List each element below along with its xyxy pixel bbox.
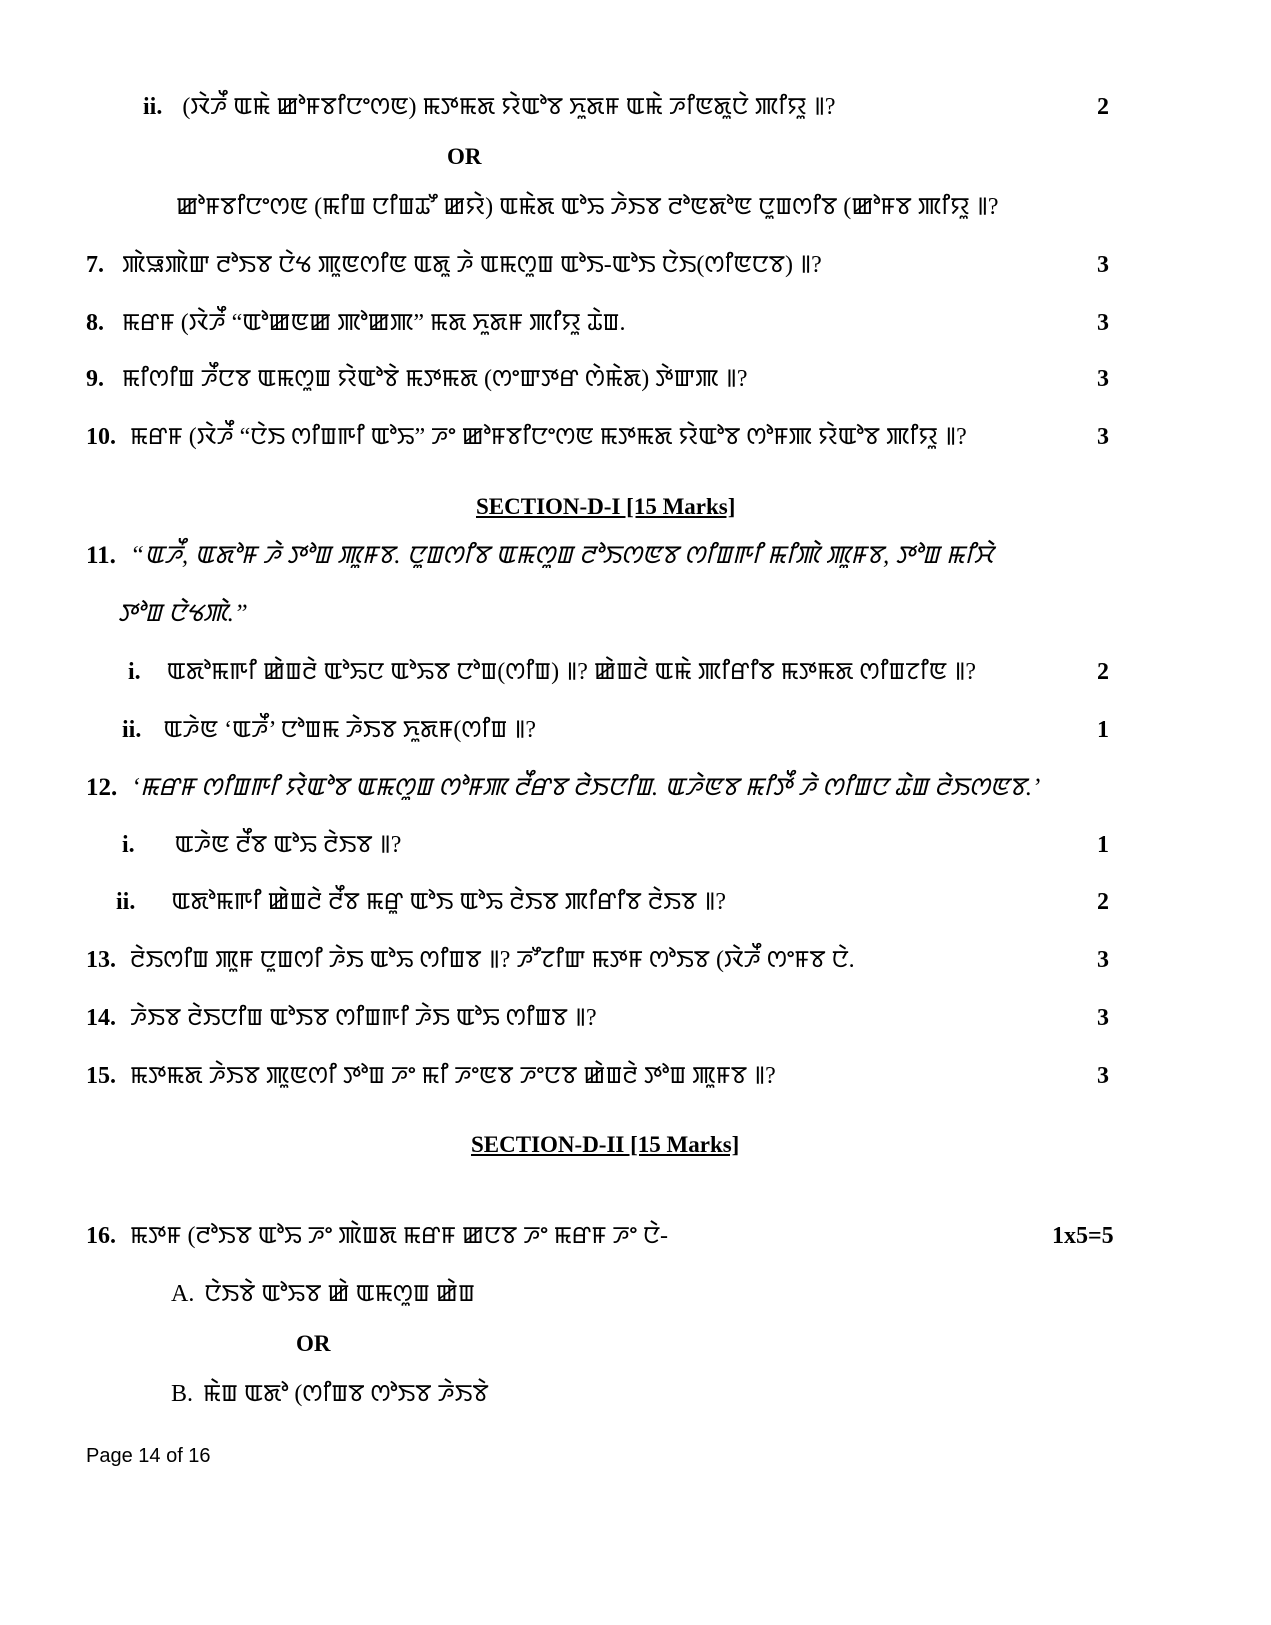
question-text: ꯃꯇꯝ (ꯂꯣꯏꯕ ꯑꯣꯢ ꯍꯦ ꯄꯥꯡꯗ ꯃꯔꯝ ꯀꯅꯕ ꯍꯦ ꯃꯔꯝ ꯍꯦ ꯅꯥ- bbox=[130, 1223, 668, 1249]
question-6-alternative bbox=[176, 192, 999, 222]
question-number: 11. bbox=[86, 542, 116, 569]
question-13 bbox=[86, 945, 855, 975]
question-number: ii. bbox=[122, 717, 142, 743]
option-b bbox=[171, 1379, 489, 1409]
page-number: Page 14 of 16 bbox=[86, 1445, 211, 1467]
question-11 bbox=[86, 541, 993, 571]
question-number: 8. bbox=[86, 310, 104, 336]
question-number: 14. bbox=[86, 1005, 116, 1031]
question-text: ꯍꯥꯏꯕ ꯂꯥꯏꯅꯤꯡ ꯑꯣꯏꯕ ꯁꯤꯡꯒꯤ ꯍꯥꯏ ꯑꯣꯢ ꯁꯤꯡꯕ ꯫? bbox=[130, 1005, 597, 1031]
marks: 3 bbox=[1097, 1063, 1109, 1089]
question-9 bbox=[86, 364, 747, 394]
question-text: (ꯋꯥꯍꯩ ꯑꯃꯥ ꯀꯣꯝꯕꯤꯅꯦꯁꯟ) ꯃꯇꯃꯗ ꯌꯥꯑꯣꯕ ꯈꯨꯗꯝ ꯑꯃꯥ ꯍꯤꯟꯗꯨꯅꯥ ꯄꯤꯌꯨ ꯫? bbox=[182, 94, 836, 120]
question-number: i. bbox=[128, 659, 141, 685]
marks: 3 bbox=[1097, 424, 1109, 450]
question-text: ꯂꯥꯏꯁꯤꯡ ꯄꯨꯝ ꯅꯨꯡꯁꯤ ꯍꯥꯏ ꯑꯣꯢ ꯁꯤꯡꯕ ꯫? ꯍꯧꯖꯤꯛ ꯃꯇꯝ ꯁꯣꯏꯕ (ꯋꯥꯍꯩ ꯁꯦꯝꯕ ꯅꯥ. bbox=[130, 947, 855, 973]
question-text: ꯑꯍꯥꯟ ꯂꯩꯕ ꯑꯣꯢ ꯂꯥꯏꯕ ꯫? bbox=[174, 832, 402, 858]
question-12 bbox=[86, 773, 1040, 803]
section-heading-d1: SECTION-D-I [15 Marks] bbox=[476, 494, 736, 519]
question-text: ꯃꯤꯁꯤꯡ ꯍꯩꯅꯕ ꯑꯃꯁꯨꯡ ꯌꯥꯑꯣꯕꯥ ꯃꯇꯃꯗ (ꯁꯦꯛꯇꯔ ꯁꯥꯃꯥꯗ) ꯇꯥꯛꯄ ꯫? bbox=[122, 366, 748, 392]
question-number: 7. bbox=[86, 252, 104, 278]
marks: 3 bbox=[1097, 947, 1109, 973]
question-text: ꯀꯣꯝꯕꯤꯅꯦꯁꯟ (ꯃꯤꯡ ꯅꯤꯡꯊꯧ ꯀꯌꯥ) ꯑꯃꯥꯗ ꯑꯣꯢ ꯍꯥꯏꯕ ꯂꯣꯟꯗꯣꯟ ꯅꯨꯡꯁꯤꯕ (ꯀꯣꯝꯕ ꯄꯤꯌꯨ ꯫? bbox=[176, 194, 999, 220]
question-number: 12. bbox=[86, 774, 118, 801]
question-12i bbox=[122, 830, 401, 860]
question-10 bbox=[86, 422, 967, 452]
question-number: 13. bbox=[86, 947, 116, 973]
question-11i bbox=[128, 657, 976, 687]
question-number: 10. bbox=[86, 424, 116, 450]
question-11-continued bbox=[118, 599, 248, 629]
quote-line-2: ꯇꯣꯡ ꯅꯥꯠꯄꯥ.” bbox=[118, 600, 248, 627]
marks: 2 bbox=[1097, 94, 1109, 120]
or-label: OR bbox=[447, 144, 482, 169]
option-text: ꯅꯥꯏꯕꯥ ꯑꯣꯢꯕ ꯀꯥ ꯑꯃꯁꯨꯡ ꯀꯥꯡ bbox=[204, 1281, 475, 1307]
question-number: 15. bbox=[86, 1063, 116, 1089]
question-6ii bbox=[143, 92, 836, 122]
question-number: 16. bbox=[86, 1223, 116, 1249]
question-8 bbox=[86, 308, 626, 338]
question-number: ii. bbox=[143, 94, 163, 120]
marks: 3 bbox=[1097, 1005, 1109, 1031]
question-text: ꯃꯔꯝ (ꯋꯥꯍꯩ “ꯑꯣꯀꯟꯀ ꯄꯣꯀꯄ” ꯃꯗ ꯈꯨꯗꯝ ꯄꯤꯌꯨ ꯊꯥꯡ. bbox=[122, 310, 626, 336]
or-label: OR bbox=[296, 1331, 331, 1356]
question-text: ꯑꯗꯣꯃꯒꯤ ꯀꯥꯡꯂꯥ ꯂꯩꯕ ꯃꯔꯨ ꯑꯣꯏ ꯑꯣꯢ ꯂꯥꯏꯕ ꯄꯤꯔꯤꯕ ꯂꯥꯏꯕ ꯫? bbox=[171, 889, 727, 915]
option-text: ꯃꯥꯡ ꯑꯗꯣ (ꯁꯤꯡꯕ ꯁꯣꯏꯕ ꯍꯥꯏꯕꯥ bbox=[203, 1381, 489, 1407]
question-number: i. bbox=[122, 832, 135, 858]
marks: 3 bbox=[1097, 252, 1109, 278]
question-15 bbox=[86, 1061, 776, 1091]
marks: 2 bbox=[1097, 659, 1109, 685]
question-11ii bbox=[122, 715, 536, 745]
quote-text: ‘ꯃꯔꯝ ꯁꯤꯡꯒꯤ ꯌꯥꯑꯣꯕ ꯑꯃꯁꯨꯡ ꯁꯣꯝꯄ ꯂꯩꯔꯕ ꯂꯥꯏꯅꯤꯡ. ꯑꯍꯥꯟꯕ ꯃꯤꯇꯩ ꯍꯥ ꯁꯤꯡꯅ ꯊꯥꯡ ꯂꯥꯏꯁꯟꯕ.’ bbox=[131, 774, 1041, 801]
question-7 bbox=[86, 250, 822, 280]
section-heading-d2: SECTION-D-II [15 Marks] bbox=[471, 1132, 740, 1157]
question-text: ꯑꯍꯥꯟ ‘ꯑꯍꯩ’ ꯅꯣꯡꯃ ꯍꯥꯏꯕ ꯈꯨꯗꯝ(ꯁꯤꯡ ꯫? bbox=[163, 717, 537, 743]
question-text: ꯄꯥꯎꯄꯥꯛ ꯂꯣꯏꯕ ꯅꯥꯠ ꯄꯨꯟꯁꯤꯟ ꯑꯗꯨ ꯍꯥ ꯑꯃꯁꯨꯡ ꯑꯣꯏ-ꯑꯣꯏ ꯅꯥꯏ(ꯁꯤꯟꯅꯕ) ꯫? bbox=[122, 252, 822, 278]
option-label: B. bbox=[171, 1381, 194, 1407]
marks: 1 bbox=[1097, 717, 1109, 743]
marks: 2 bbox=[1097, 889, 1109, 915]
question-number: 9. bbox=[86, 366, 104, 392]
question-14 bbox=[86, 1003, 597, 1033]
marks: 1x5=5 bbox=[1052, 1223, 1114, 1249]
marks: 3 bbox=[1097, 310, 1109, 336]
option-a bbox=[171, 1279, 475, 1309]
option-label: A. bbox=[171, 1281, 195, 1307]
question-16 bbox=[86, 1221, 668, 1251]
question-number: ii. bbox=[116, 889, 136, 915]
question-text: ꯑꯗꯣꯃꯒꯤ ꯀꯥꯡꯂꯥ ꯑꯣꯢꯅ ꯑꯣꯢꯕ ꯅꯣꯡ(ꯁꯤꯡ) ꯫? ꯀꯥꯡꯂꯥ ꯑꯃꯥ ꯄꯤꯔꯤꯕ ꯃꯇꯃꯗ ꯁꯤꯡꯖꯤꯟ ꯫? bbox=[166, 659, 976, 685]
question-text: ꯃꯔꯝ (ꯋꯥꯍꯩ “ꯅꯥꯏ ꯁꯤꯡꯒꯤ ꯑꯣꯢ” ꯍꯦ ꯀꯣꯝꯕꯤꯅꯦꯁꯟ ꯃꯇꯃꯗ ꯌꯥꯑꯣꯕ ꯁꯣꯝꯄ ꯌꯥꯑꯣꯕ ꯄꯤꯌꯨ ꯫? bbox=[130, 424, 967, 450]
marks: 1 bbox=[1097, 832, 1109, 858]
quote-line-1: “ꯑꯍꯩ, ꯑꯗꯣꯝ ꯍꯥ ꯇꯣꯡ ꯄꯨꯝꯕ. ꯅꯨꯡꯁꯤꯕ ꯑꯃꯁꯨꯡ ꯂꯣꯏꯁꯟꯕ ꯁꯤꯡꯒꯤ ꯃꯤꯄꯥ ꯄꯨꯝꯕ, ꯇꯣꯡ ꯃꯤꯆꯥ bbox=[130, 542, 994, 569]
marks: 3 bbox=[1097, 366, 1109, 392]
question-text: ꯃꯇꯃꯗ ꯍꯥꯏꯕ ꯄꯨꯟꯁꯤ ꯇꯣꯡ ꯍꯦ ꯃꯤ ꯍꯦꯟꯕ ꯍꯦꯅꯕ ꯀꯥꯡꯂꯥ ꯇꯣꯡ ꯄꯨꯝꯕ ꯫? bbox=[130, 1063, 776, 1089]
question-12ii bbox=[116, 887, 726, 917]
